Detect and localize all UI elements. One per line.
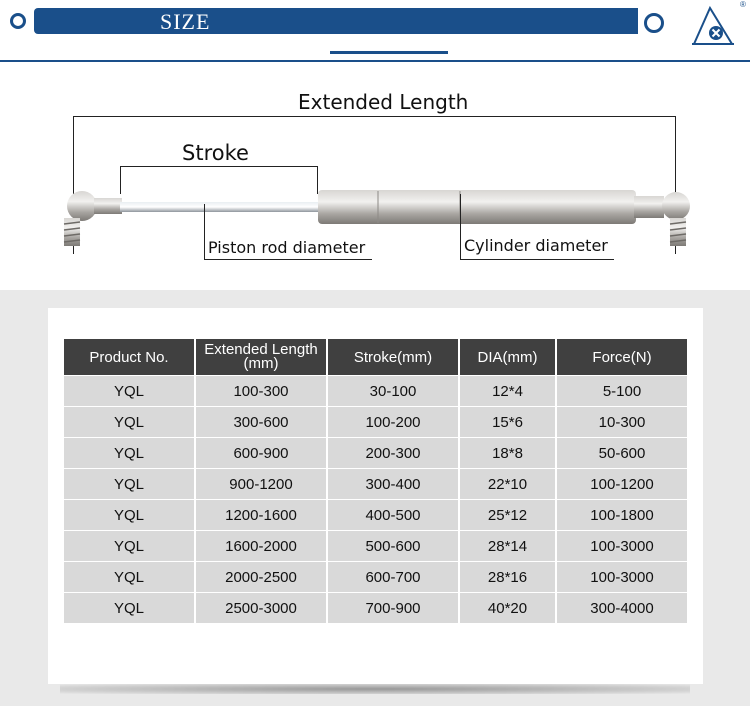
- header-force: Force(N): [557, 339, 687, 375]
- cell-product-no: YQL: [64, 593, 194, 623]
- piston-rod-pointer-base: [204, 259, 372, 260]
- extended-length-line: [73, 116, 676, 117]
- cell-product-no: YQL: [64, 438, 194, 468]
- header-extended-length-line1: Extended Length: [204, 341, 318, 358]
- cell-dia: 28*14: [460, 531, 555, 561]
- registered-mark: ®: [740, 0, 746, 9]
- cell-extended-length: 2500-3000: [196, 593, 326, 623]
- header-product-no: Product No.: [64, 339, 194, 375]
- right-ring-icon: [644, 13, 664, 33]
- piston-rod-diameter-label: Piston rod diameter: [208, 238, 366, 257]
- cell-stroke: 500-600: [328, 531, 458, 561]
- gas-spring-diagram: [0, 62, 750, 290]
- table-row: [64, 407, 687, 437]
- cell-stroke: 600-700: [328, 562, 458, 592]
- cell-extended-length: 900-1200: [196, 469, 326, 499]
- cell-force: 100-3000: [557, 531, 687, 561]
- triangle-x-logo: [690, 4, 736, 48]
- table-row: [64, 593, 687, 623]
- cell-extended-length: 300-600: [196, 407, 326, 437]
- header-underline: [330, 51, 448, 54]
- cell-force: 100-1200: [557, 469, 687, 499]
- cell-stroke: 100-200: [328, 407, 458, 437]
- cell-dia: 22*10: [460, 469, 555, 499]
- spec-table: [62, 338, 689, 624]
- cylinder-diameter-label: Cylinder diameter: [464, 236, 608, 255]
- table-row: [64, 531, 687, 561]
- cell-force: 300-4000: [557, 593, 687, 623]
- table-header-row: [64, 339, 687, 375]
- cylinder-pointer: [460, 194, 461, 260]
- cell-extended-length: 1600-2000: [196, 531, 326, 561]
- cell-stroke: 400-500: [328, 500, 458, 530]
- cell-dia: 18*8: [460, 438, 555, 468]
- table-row: [64, 500, 687, 530]
- stroke-label: Stroke: [182, 141, 249, 165]
- cell-stroke: 700-900: [328, 593, 458, 623]
- cell-extended-length: 2000-2500: [196, 562, 326, 592]
- cell-product-no: YQL: [64, 531, 194, 561]
- table-row: [64, 376, 687, 406]
- cell-force: 100-3000: [557, 562, 687, 592]
- cell-dia: 40*20: [460, 593, 555, 623]
- cell-product-no: YQL: [64, 469, 194, 499]
- header-dia: DIA(mm): [460, 339, 555, 375]
- cell-extended-length: 100-300: [196, 376, 326, 406]
- piston-rod-pointer: [204, 204, 205, 260]
- table-row: [64, 562, 687, 592]
- cell-extended-length: 1200-1600: [196, 500, 326, 530]
- size-label: SIZE: [160, 9, 211, 34]
- cell-stroke: 200-300: [328, 438, 458, 468]
- cell-dia: 25*12: [460, 500, 555, 530]
- cell-dia: 28*16: [460, 562, 555, 592]
- stroke-line: [120, 166, 318, 167]
- cell-dia: 15*6: [460, 407, 555, 437]
- cell-force: 50-600: [557, 438, 687, 468]
- spec-card-shadow: [60, 684, 690, 694]
- cell-force: 100-1800: [557, 500, 687, 530]
- cell-force: 5-100: [557, 376, 687, 406]
- header-extended-length-line2: (mm): [243, 355, 279, 372]
- cell-product-no: YQL: [64, 500, 194, 530]
- cell-product-no: YQL: [64, 562, 194, 592]
- table-row: [64, 469, 687, 499]
- cell-force: 10-300: [557, 407, 687, 437]
- title-bar-extension: [360, 14, 638, 28]
- cylinder-pointer-base: [460, 259, 614, 260]
- header-extended-length: [196, 339, 326, 375]
- cell-stroke: 300-400: [328, 469, 458, 499]
- table-row: [64, 438, 687, 468]
- header-stroke: Stroke(mm): [328, 339, 458, 375]
- extended-length-label: Extended Length: [298, 90, 469, 114]
- header: [0, 0, 750, 62]
- cell-product-no: YQL: [64, 407, 194, 437]
- left-ring-icon: [10, 13, 26, 29]
- cell-extended-length: 600-900: [196, 438, 326, 468]
- cell-stroke: 30-100: [328, 376, 458, 406]
- cell-product-no: YQL: [64, 376, 194, 406]
- cell-dia: 12*4: [460, 376, 555, 406]
